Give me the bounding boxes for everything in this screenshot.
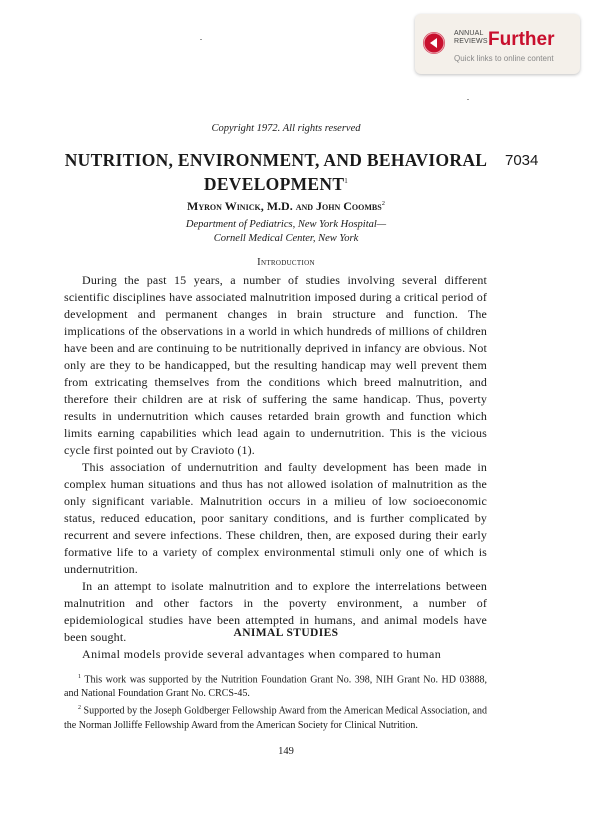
scan-speck (200, 39, 202, 40)
scan-speck (467, 99, 469, 100)
footnote: $^1$ This work was supported by the Nutrition Foundation Grant No. 398, NIH Grant No. HD 03888, and National Foundation Grant No. CRCS-45. (64, 674, 487, 700)
animal-studies-body (64, 646, 487, 663)
introduction-body (64, 272, 487, 646)
article-title-line-1: NUTRITION, ENVIRONMENT, AND BEHAVIORAL (64, 150, 488, 170)
article-title (58, 150, 494, 195)
copyright-notice: Copyright 1972. All rights reserved (211, 123, 361, 134)
further-banner[interactable] (415, 14, 580, 74)
title-footnote-mark: 1 (344, 177, 349, 185)
footnote: $^2$ Supported by the Joseph Goldberger Fellowship Award from the American Medical Association, and the Norman Jolliffe Fellowship Award from the American Society for Clinical Nutrition. (64, 705, 487, 731)
footnotes (64, 670, 487, 733)
introduction-heading: Introduction (257, 257, 315, 268)
annual-reviews-logo-icon (423, 32, 445, 54)
banner-publisher-label: ANNUAL REVIEWS (454, 30, 488, 45)
author-line: Myron Winick, M.D. and John Coombs$^2$ (187, 199, 385, 213)
affiliation: Department of Pediatrics, New York Hospital— Cornell Medical Center, New York (185, 219, 387, 244)
animal-studies-heading: ANIMAL STUDIES (233, 627, 339, 639)
paragraph: During the past 15 years, a number of studies involving several different scientific disciplines have associated malnutrition imposed during a critical period of development and permanent changes in brain structure and function. The implications of the observations in a world in which hundreds of millions of children have been and are continuing to be nutritionally deprived in infancy are obvious. Not only are they to be handicapped, but the resulting handicap may well prevent them from extricating themselves from the conditions which breed malnutrition, and therefore their children are at risk of suffering the same handicap. Thus, poverty results in undernutrition which causes retarded brain growth and function which limits earning capabilities which lead again to undernutrition. This is the vicious cycle first pointed out by Cravioto (1). (64, 273, 487, 457)
banner-subtitle[interactable]: Quick links to online content (454, 54, 554, 63)
article-code: 7034 (505, 152, 539, 169)
page-number: 149 (278, 746, 294, 757)
banner-further-label[interactable]: Further (488, 29, 555, 50)
paragraph: Animal models provide several advantages when compared to human (82, 647, 442, 661)
article-title-line-2: DEVELOPMENT$^1$ (203, 173, 349, 194)
paragraph: In an attempt to isolate malnutrition and to explore the interrelations between malnutrition and other factors in the poverty environment, a number of epidemiological studies have been attempted in humans, and animal models have been sought. (64, 579, 487, 644)
paragraph: This association of undernutrition and faulty development has been made in complex human situations and thus has not allowed isolation of malnutrition as the only significant variable. Malnutrition occurs in a milieu of low socioeconomic status, reduced education, poor sanitary conditions, and is further complicated by recurrent and severe infections. These children, then, are exposed during their early formative life to a variety of complex environmental stimuli only one of which is undernutrition. (64, 460, 487, 576)
author-footnote-mark: 2 (381, 200, 385, 207)
